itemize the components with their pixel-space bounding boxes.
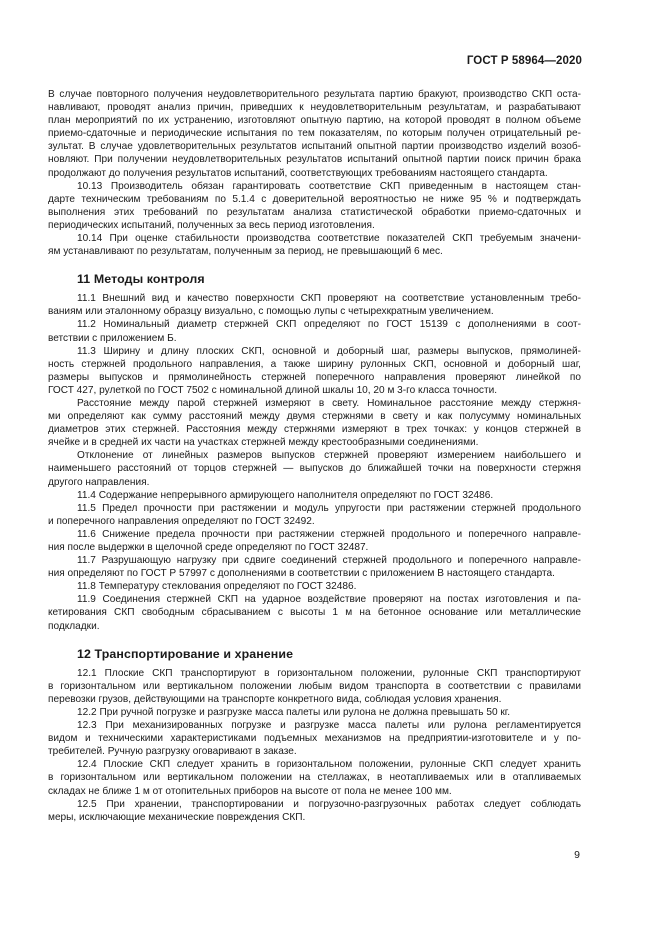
text-line: навливают, проводят анализ причин, приведших к неудовлетворительным результатам, и разрабатывают	[48, 102, 581, 114]
paragraph-11-1	[48, 292, 581, 318]
paragraph-12-2	[48, 706, 581, 719]
text-line: 11.4 Содержание непрерывного армирующего наполнителя определяют по ГОСТ 32486.	[77, 489, 494, 501]
text-line: периодических испытаний, полученных за весь период изготовления.	[48, 219, 375, 231]
paragraph-11-4	[48, 489, 581, 502]
paragraph-11-3	[48, 345, 581, 397]
paragraph-11-7	[48, 554, 581, 580]
text-line: наименьшего расстояний от торцов стержней — выпусков до ближайшей точки на поверхности стержня	[48, 463, 581, 475]
text-line: ми определяют как сумму расстояний между двумя стержнями в свету и как полусумму номинальных	[48, 411, 581, 423]
text-line: подкладки.	[48, 620, 100, 632]
text-line: кетирования СКП свободным сбрасыванием с высоты 1 м на бетонное основание или металлические	[48, 607, 581, 619]
paragraph-deviation	[48, 449, 581, 488]
paragraph-11-8	[48, 580, 581, 593]
paragraph-11-6	[48, 528, 581, 554]
text-line: 12.2 При ручной погрузке и разгрузке масса палеты или рулона не должна превышать 50 кг.	[77, 706, 511, 718]
text-line: 12.1 Плоские СКП транспортируют в горизонтальном положении, рулонные СКП транспортируют	[77, 667, 581, 679]
paragraph	[48, 88, 581, 180]
text-line: ветствии с приложением Б.	[48, 332, 177, 344]
section-heading-12: 12 Транспортирование и хранение	[77, 646, 294, 661]
text-line: приемо-сдаточные и периодические испытания по тем показателям, по которым получен отрицательный ре-	[48, 128, 581, 140]
paragraph-11-5	[48, 502, 581, 528]
text-line: складах не ближе 1 м от отопительных приборов на высоте от пола не менее 100 мм.	[48, 785, 452, 797]
text-line: меры, исключающие механические повреждения СКП.	[48, 811, 306, 823]
text-line: перевозки грузов, действующими на транспорте конкретного вида, соблюдая условия хранения.	[48, 693, 502, 705]
text-line: размеры выпусков и прямолинейность стержней поперечного направления проверяют линейкой по	[48, 371, 581, 383]
text-line: 12.3 При механизированных погрузке и разгрузке масса палеты или рулона регламентируется	[77, 720, 581, 732]
text-line: ния после выдержки в щелочной среде определяют по ГОСТ 32487.	[48, 542, 369, 553]
paragraph-12-3	[48, 719, 581, 758]
text-line: в горизонтальном или вертикальном положении на стеллажах, в неотапливаемых или в отапливаемых	[48, 772, 581, 784]
text-line: 12.5 При хранении, транспортировании и погрузочно-разгрузочных работах следует соблюдать	[77, 798, 581, 810]
text-line: в горизонтальном или вертикальном положении любым видом транспорта в соответствии с правилами	[48, 680, 581, 692]
text-line: план мероприятий по их устранению, изготовляют опытную партию, на которой проводят в полном объеме	[48, 115, 581, 127]
text-line: 11.9 Соединения стержней СКП на ударное воздействие проверяют на постах изготовления и па-	[77, 594, 581, 606]
text-line: новляют. При получении неудовлетворительных результатов испытаний опытной партии поиск причин брака	[48, 154, 581, 166]
paragraph-10-14	[48, 232, 581, 258]
text-line: 11.3 Ширину и длину плоских СКП, основной и доборный шаг, размеры выпусков, прямолиней-	[77, 345, 581, 357]
text-line: 12.4 Плоские СКП следует хранить в горизонтальном положении, рулонные СКП следует хранить	[77, 759, 581, 771]
text-line: ям устанавливают по результатам, полученным за период, не превышающий 6 мес.	[48, 246, 443, 258]
text-line: диаметров этих стержней. Расстояния между стержнями измеряют в трех точках: у концов стержней в	[48, 424, 581, 436]
text-line: 11.2 Номинальный диаметр стержней СКП определяют по ГОСТ 15139 с дополнениями в соот-	[77, 319, 581, 331]
text-line: 11.6 Снижение предела прочности при растяжении стержней продольного и поперечного направле-	[77, 528, 581, 540]
page-content	[48, 88, 581, 824]
text-line: Отклонение от линейных размеров выпусков стержней проверяют измерением наибольшего и	[77, 450, 581, 462]
text-line: 11.1 Внешний вид и качество поверхности СКП проверяют на соответствие установленным требо-	[77, 293, 581, 305]
text-line: ваниям или эталонному образцу визуально, с помощью лупы с четырехкратным увеличением.	[48, 306, 494, 318]
text-line: 11.8 Температуру стеклования определяют по ГОСТ 32486.	[77, 581, 357, 593]
paragraph-11-2	[48, 318, 581, 344]
text-line: выполнения этих требований по результатам анализа статистической обработки приемо-сдаточных и	[48, 206, 581, 218]
text-line: 11.7 Разрушающую нагрузку при сдвиге соединений стержней продольного и поперечного направле-	[77, 555, 581, 567]
paragraph-12-5	[48, 798, 581, 824]
text-line: 11.5 Предел прочности при растяжении и модуль упругости при растяжении стержней продольного	[77, 502, 581, 514]
text-line: другого направления.	[48, 476, 150, 488]
text-line: Расстояние между парой стержней измеряют в свету. Номинальное расстояние между стержня-	[77, 397, 581, 409]
text-line: зультат. В случае удовлетворительных результатов испытаний опытной партии производство изделий возоб-	[48, 141, 581, 153]
text-line: 10.14 При оценке стабильности производства соответствие показателей СКП требуемым значени-	[77, 233, 581, 245]
text-line: В случае повторного получения неудовлетворительного результата партию бракуют, производство СКП оста-	[48, 89, 581, 100]
text-line: дарте техническим требованиям по 5.1.4 с доверительной вероятностью не ниже 95 % и подтверждать	[48, 193, 581, 205]
paragraph-11-9	[48, 593, 581, 632]
document-header: ГОСТ Р 58964—2020	[466, 55, 582, 67]
text-line: требителей. Ручную разгрузку оговаривают в заказе.	[48, 746, 297, 758]
paragraph-10-13	[48, 180, 581, 232]
text-line: ния определяют по ГОСТ Р 57997 с дополнениями в соответствии с приложением В настоящего стандарта.	[48, 568, 555, 580]
text-line: 10.13 Производитель обязан гарантировать соответствие СКП приведенным в настоящем стан-	[77, 180, 581, 192]
paragraph-distance	[48, 397, 581, 449]
text-line: и поперечного направления определяют по ГОСТ 32492.	[48, 515, 315, 527]
text-line: ячейке и в средней их части на участках стержней между крестообразными соединениями.	[48, 437, 479, 449]
text-line: видом и техническими характеристиками подъемных механизмов на предприятии-изготовителе и у по-	[48, 733, 581, 745]
paragraph-12-4	[48, 758, 581, 797]
page-number: 9	[574, 849, 580, 861]
text-line: ГОСТ 427, рулеткой по ГОСТ 7502 с номинальной длиной шкалы 10, 20 м 3-го класса точности.	[48, 384, 498, 396]
text-line: продолжают до получения результатов испытаний, соответствующих требованиям настоящего стандарта.	[48, 167, 548, 179]
paragraph-12-1	[48, 667, 581, 706]
section-heading-11: 11 Методы контроля	[77, 272, 205, 287]
text-line: ность стержней продольного направления, а также ширину рулонных СКП, основной и доборный шаг,	[48, 358, 581, 370]
